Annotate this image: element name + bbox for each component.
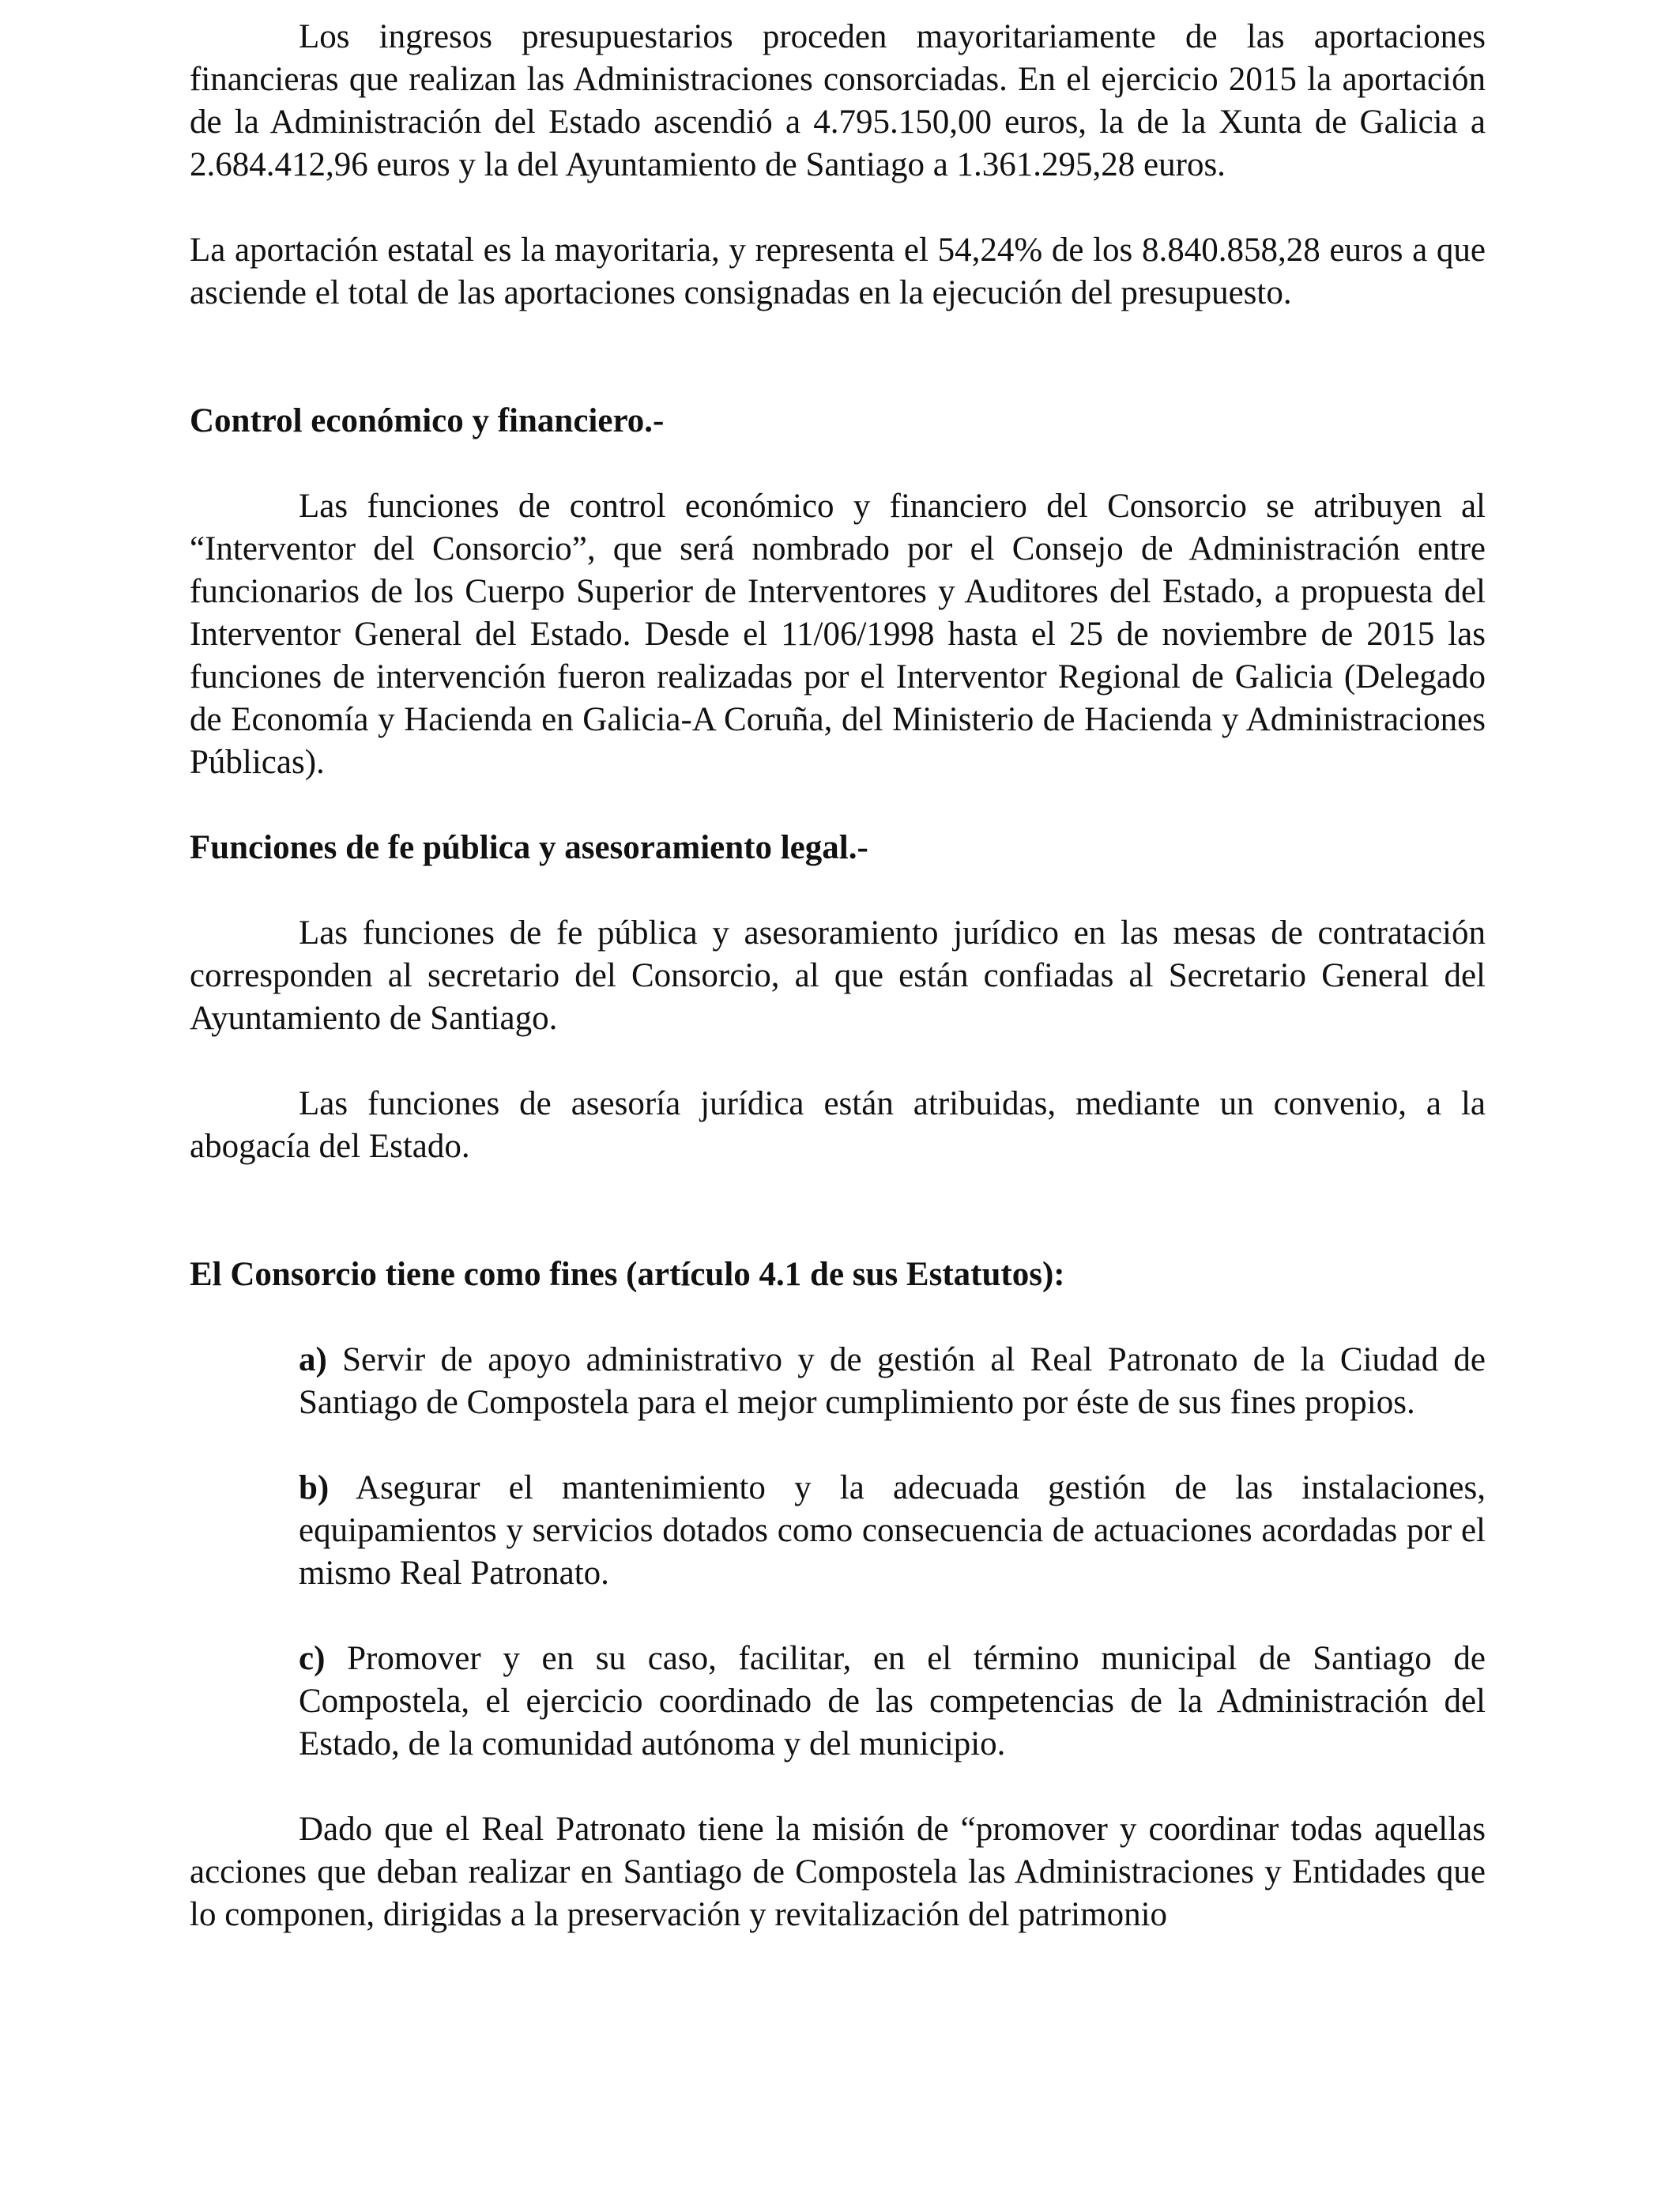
list-item-text: Servir de apoyo administrativo y de gestión al Real Patronato de la Ciudad de Santiago de Compostela para el mejor cumplimiento por éste de sus fines propios.	[299, 1341, 1486, 1421]
list-item-fin-b	[299, 1467, 1486, 1595]
list-item-fin-c	[299, 1638, 1486, 1766]
list-item-tag: c)	[299, 1640, 326, 1677]
paragraph-control-economico: Las funciones de control económico y financiero del Consorcio se atribuyen al “Interventor del Consorcio”, que será nombrado por el Consejo de Administración entre funcionarios de los Cuerpo Superior de Interventores y Auditores del Estado, a propuesta del Interventor General del Estado. Desde el 11/06/1998 hasta el 25 de noviembre de 2015 las funciones de intervención fueron realizadas por el Interventor Regional de Galicia (Delegado de Economía y Hacienda en Galicia-A Coruña, del Ministerio de Hacienda y Administraciones Públicas).	[190, 488, 1486, 781]
paragraph-real-patronato: Dado que el Real Patronato tiene la misión de “promover y coordinar todas aquellas acciones que deban realizar en Santiago de Compostela las Administraciones y Entidades que lo componen, dirigidas a la preservación y revitalización del patrimonio	[190, 1811, 1486, 1933]
list-item-text: Promover y en su caso, facilitar, en el término municipal de Santiago de Compostela, el ejercicio coordinado de las competencias de la Administración del Estado, de la comunidad autónoma y del municipio.	[299, 1640, 1486, 1762]
heading-fe-publica: Funciones de fe pública y asesoramiento legal.-	[190, 829, 868, 866]
paragraph-fe-publica: Las funciones de fe pública y asesoramiento jurídico en las mesas de contratación corresponden al secretario del Consorcio, al que están confiadas al Secretario General del Ayuntamiento de Santiago.	[190, 914, 1486, 1037]
paragraph-asesoria-juridica: Las funciones de asesoría jurídica están atribuidas, mediante un convenio, a la abogacía del Estado.	[190, 1085, 1486, 1165]
heading-fines: El Consorcio tiene como fines (artículo 4.1 de sus Estatutos):	[190, 1256, 1065, 1293]
list-item-text: Asegurar el mantenimiento y la adecuada gestión de las instalaciones, equipamientos y servicios dotados como consecuencia de actuaciones acordadas por el mismo Real Patronato.	[299, 1469, 1486, 1592]
document-page	[190, 16, 1486, 1936]
list-item-fin-a	[299, 1339, 1486, 1424]
paragraph-aportacion-estatal: La aportación estatal es la mayoritaria, y representa el 54,24% de los 8.840.858,28 euros a que asciende el total de las aportaciones consignadas en la ejecución del presupuesto.	[190, 232, 1486, 311]
list-item-tag: b)	[299, 1469, 330, 1506]
paragraph-ingresos: Los ingresos presupuestarios proceden mayoritariamente de las aportaciones financieras que realizan las Administraciones consorciadas. En el ejercicio 2015 la aportación de la Administración del Estado ascendió a 4.795.150,00 euros, la de la Xunta de Galicia a 2.684.412,96 euros y la del Ayuntamiento de Santiago a 1.361.295,28 euros.	[190, 18, 1486, 183]
list-item-tag: a)	[299, 1341, 327, 1378]
heading-control-economico: Control económico y financiero.-	[190, 402, 665, 439]
